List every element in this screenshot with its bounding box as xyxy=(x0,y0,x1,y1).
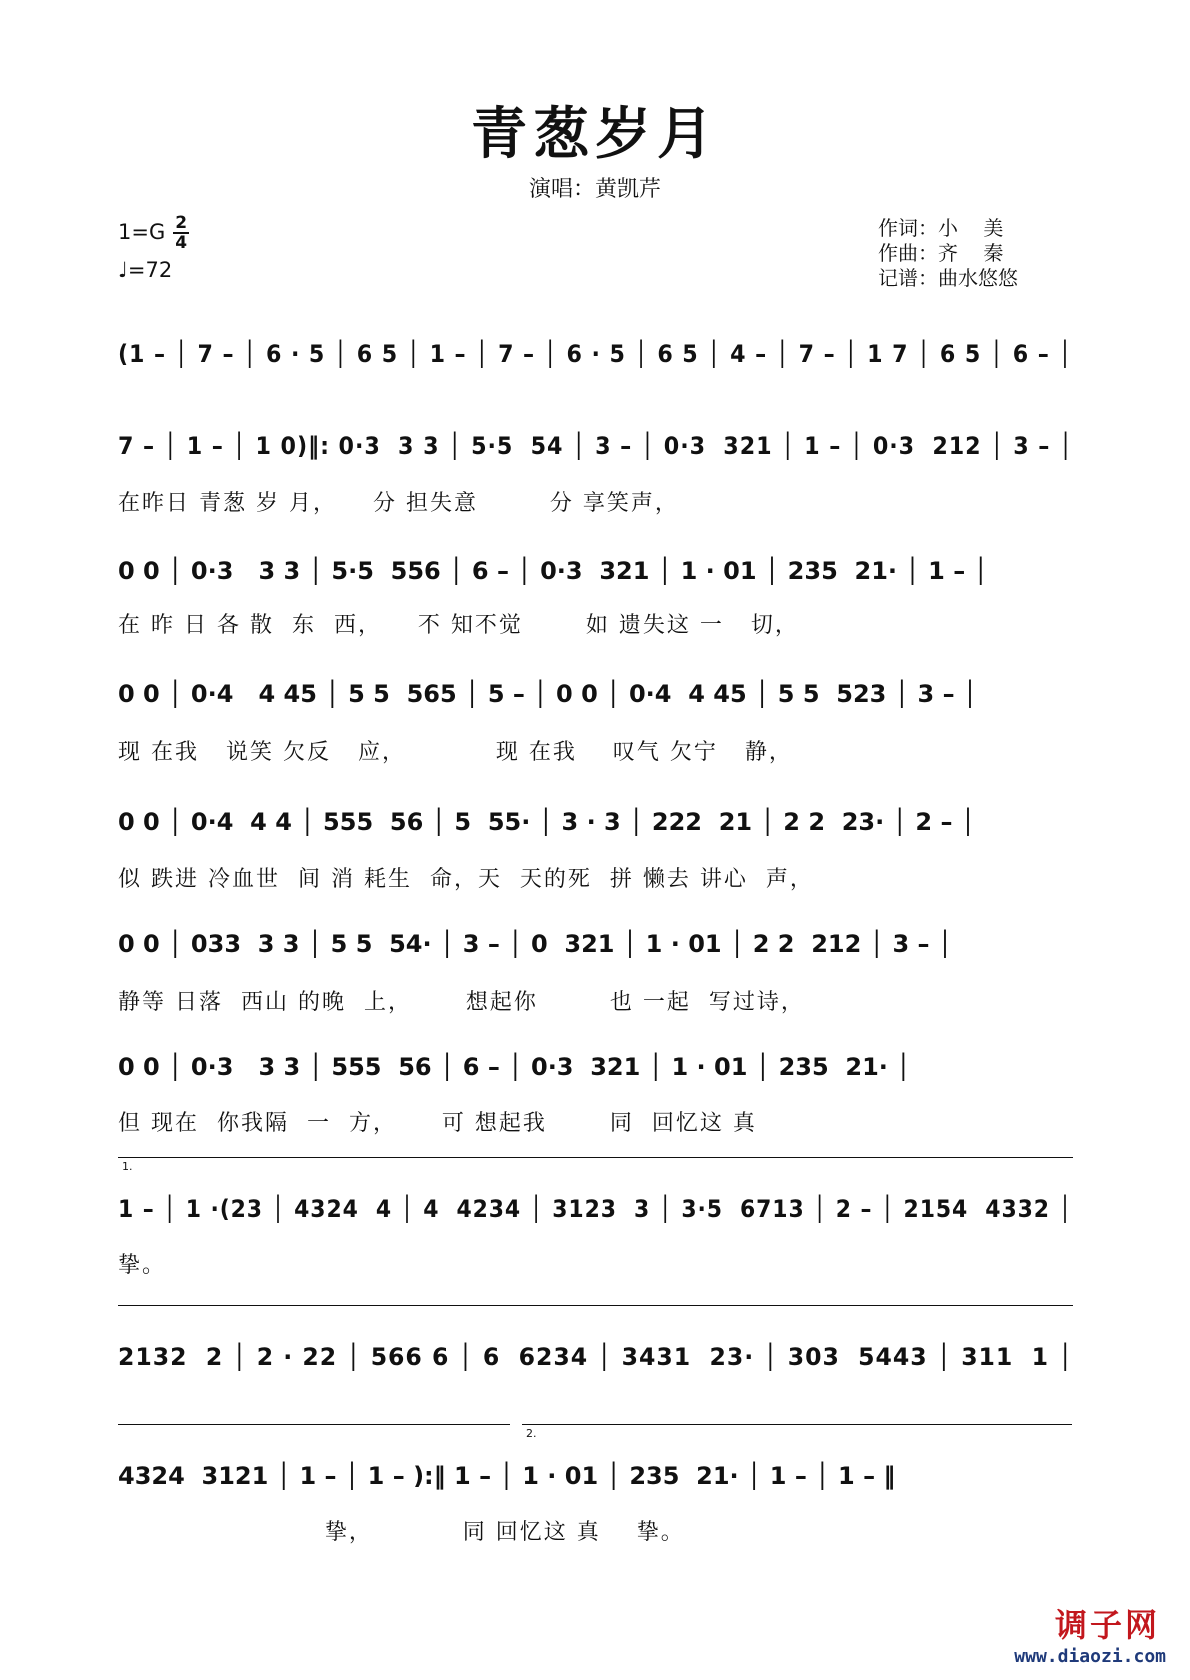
score-line-9 xyxy=(118,1343,1073,1383)
lyric-line-10: 挚， 同 回忆这 真 挚。 xyxy=(118,1520,685,1545)
score-line-10 xyxy=(118,1462,1073,1502)
volta-2-bracket xyxy=(522,1424,1072,1425)
lyric-line-6: 静等 日落 西山 的晚 上， 想起你 也 一起 写过诗， xyxy=(118,990,805,1015)
lyric-line-7: 但 现在 你我隔 一 方， 可 想起我 同 回忆这 真 xyxy=(118,1111,757,1136)
section-rule xyxy=(118,1305,1073,1306)
notation-line-1: (1 – │ 7 – │ 6 · 5 │ 6 5 │ 1 – │ 7 – │ 6 · 5 │ 6 5 │ 4 – │ 7 – │ 1 7 │ 6 5 │ 6 – │ xyxy=(118,340,1073,368)
volta-1-bracket-end xyxy=(118,1424,510,1425)
time-signature xyxy=(173,214,189,252)
notation-line-8: 1 – │ 1 ·(23 │ 4324 4 │ 4 4234 │ 3123 3 │ 3·5 6713 │ 2 – │ 2154 4332 │ xyxy=(118,1195,1073,1223)
transcriber-credit: 记谱：曲水悠悠 xyxy=(878,266,1018,290)
notation-line-7: 0 0 │ 0·3 3 3 │ 555 56 │ 6 – │ 0·3 321 │ 1 · 01 │ 235 21· │ xyxy=(118,1053,911,1081)
score-line-6 xyxy=(118,930,1073,970)
time-sig-denominator: 4 xyxy=(175,233,188,253)
notation-line-2: 7 – │ 1 – │ 1 0)‖: 0·3 3 3 │ 5·5 54 │ 3 – │ 0·3 321 │ 1 – │ 0·3 212 │ 3 – │ xyxy=(118,432,1074,460)
notation-line-5: 0 0 │ 0·4 4 4 │ 555 56 │ 5 55· │ 3 · 3 │ 222 21 │ 2 2 23· │ 2 – │ xyxy=(118,808,976,836)
score-line-2 xyxy=(118,432,1073,472)
lyric-line-4: 现 在我 说笑 欠反 应， 现 在我 叹气 欠宁 静， xyxy=(118,740,793,765)
volta-1-label: 1. xyxy=(122,1160,133,1173)
score-line-3 xyxy=(118,557,1073,597)
score-line-4 xyxy=(118,680,1073,720)
key-signature xyxy=(118,214,189,252)
score-line-5 xyxy=(118,808,1073,848)
lyric-line-5: 似 跌进 冷血世 间 消 耗生 命，天 天的死 拼 懒去 讲心 声， xyxy=(118,867,814,892)
lyric-line-3: 在 昨 日 各 散 东 西， 不 知不觉 如 遗失这 一 切， xyxy=(118,613,799,638)
song-title: 青葱岁月 xyxy=(471,101,719,167)
lyricist-credit: 作词：小 美 xyxy=(878,216,1004,240)
watermark-logo: 调子网 xyxy=(1054,1606,1160,1644)
score-line-1 xyxy=(118,340,1073,380)
score-line-7 xyxy=(118,1053,1073,1093)
tempo-marking: ♩=72 xyxy=(118,258,173,282)
volta-1-bracket xyxy=(118,1157,1073,1158)
lyric-line-8: 挚。 xyxy=(118,1253,167,1278)
time-sig-numerator: 2 xyxy=(175,213,188,233)
volta-2-label: 2. xyxy=(526,1427,537,1440)
watermark-url: www.diaozi.com xyxy=(1014,1646,1166,1667)
notation-line-4: 0 0 │ 0·4 4 45 │ 5 5 565 │ 5 – │ 0 0 │ 0·4 4 45 │ 5 5 523 │ 3 – │ xyxy=(118,680,978,708)
notation-line-6: 0 0 │ 033 3 3 │ 5 5 54· │ 3 – │ 0 321 │ 1 · 01 │ 2 2 212 │ 3 – │ xyxy=(118,930,953,958)
key-label: 1=G xyxy=(118,220,166,244)
notation-line-3: 0 0 │ 0·3 3 3 │ 5·5 556 │ 6 – │ 0·3 321 │ 1 · 01 │ 235 21· │ 1 – │ xyxy=(118,557,989,585)
notation-line-9: 2132 2 │ 2 · 22 │ 566 6 │ 6 6234 │ 3431 23· │ 303 5443 │ 311 1 │ xyxy=(118,1343,1074,1371)
score-line-8 xyxy=(118,1195,1073,1235)
notation-line-10: 4324 3121 │ 1 – │ 1 – ):‖ 1 – │ 1 · 01 │ 235 21· │ 1 – │ 1 – ‖ xyxy=(118,1462,896,1490)
composer-credit: 作曲：齐 秦 xyxy=(878,241,1004,265)
singer-credit: 演唱：黄凯芹 xyxy=(528,177,661,202)
lyric-line-2: 在昨日 青葱 岁 月， 分 担失意 分 享笑声， xyxy=(118,491,679,516)
